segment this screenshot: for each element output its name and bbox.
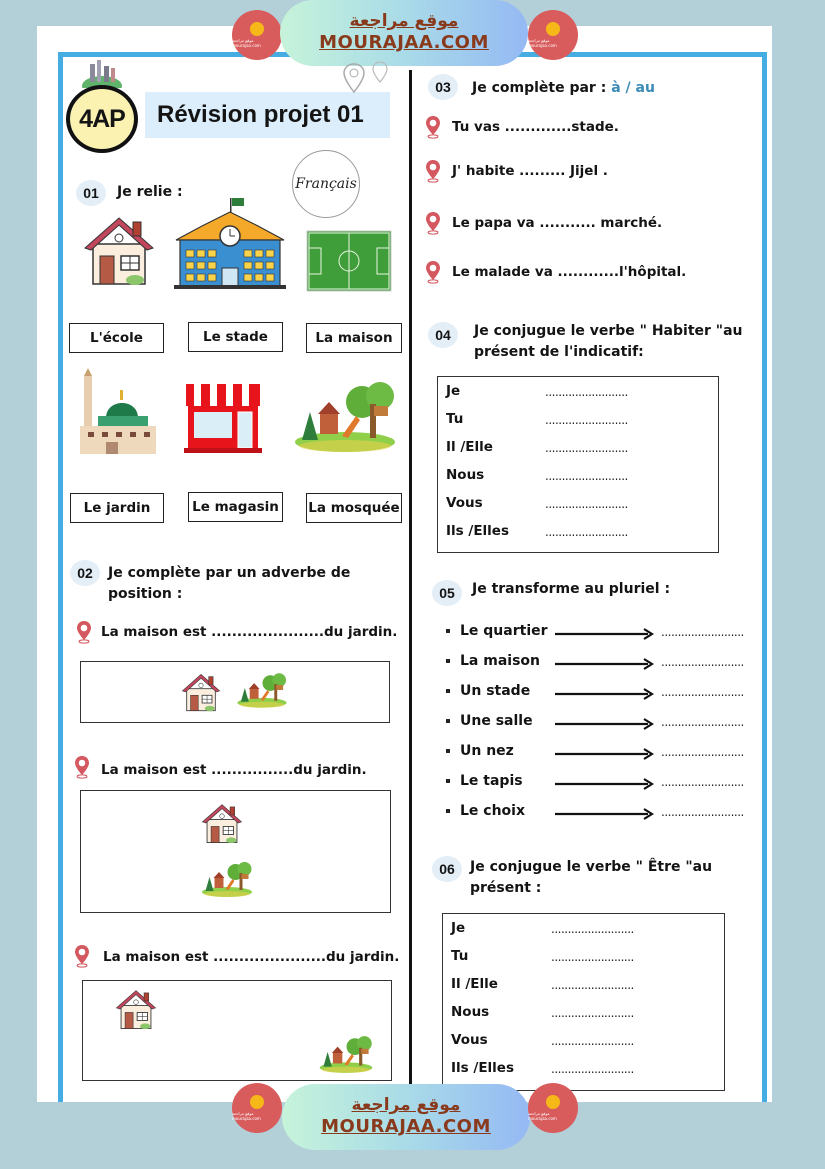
- plural-item: [446, 773, 523, 789]
- pronoun: Ils /Elles: [446, 523, 509, 539]
- ex02-instruction-line2: position :: [108, 586, 183, 602]
- pronoun: Il /Elle: [446, 439, 493, 455]
- francais-stamp: Français: [292, 150, 360, 218]
- page-frame-left: [58, 52, 63, 1102]
- plural-item-singular: La maison: [460, 653, 540, 669]
- pronoun: Vous: [446, 495, 483, 511]
- pronoun: Nous: [446, 467, 485, 483]
- label-ecole[interactable]: L'école: [69, 323, 164, 353]
- bullet-icon: [446, 779, 450, 783]
- garden-icon: [288, 376, 402, 456]
- plural-answer-blank[interactable]: .........................: [661, 715, 744, 729]
- globe-city-icon: [80, 58, 124, 88]
- house-icon: [199, 799, 245, 847]
- exercise-number-03: 03: [428, 74, 458, 100]
- answer-blank[interactable]: .........................: [551, 1062, 634, 1076]
- stadium-icon: [306, 230, 392, 292]
- plural-item-singular: Une salle: [460, 713, 533, 729]
- pronoun: Nous: [451, 1004, 490, 1020]
- watermark-badge-right-bottom: موقع مراجعة mourajaa.com: [528, 1083, 578, 1133]
- arrow-right-icon: [554, 778, 654, 790]
- ex04-instruction-line2: présent de l'indicatif:: [474, 344, 644, 360]
- ex02-instruction-line1: Je complète par un adverbe de: [108, 565, 351, 581]
- exercise-number-04: 04: [428, 322, 458, 348]
- watermark-badge-left-bottom: موقع مراجعة mourajaa.com: [232, 1083, 282, 1133]
- book-logo-icon: [546, 22, 560, 36]
- plural-answer-blank[interactable]: .........................: [661, 745, 744, 759]
- label-mosquee[interactable]: La mosquée: [306, 493, 402, 523]
- ex03-instruction: Je complète par : à / au: [472, 80, 655, 96]
- garden-icon: [235, 670, 289, 710]
- bullet-icon: [446, 629, 450, 633]
- answer-blank[interactable]: .........................: [551, 1034, 634, 1048]
- watermark-site[interactable]: MOURAJAA.COM: [321, 1116, 491, 1137]
- label-maison[interactable]: La maison: [306, 323, 402, 353]
- answer-blank[interactable]: .........................: [545, 385, 628, 399]
- plural-item: [446, 713, 533, 729]
- answer-blank[interactable]: .........................: [551, 1006, 634, 1020]
- watermark-arabic: موقع مراجعة: [351, 1095, 461, 1115]
- page-title: Révision projet 01: [157, 101, 364, 128]
- pronoun: Tu: [446, 411, 464, 427]
- arrow-right-icon: [554, 808, 654, 820]
- watermark-badge-left-top: موقع مراجعة mourajaa.com: [232, 10, 282, 60]
- plural-answer-blank[interactable]: .........................: [661, 655, 744, 669]
- location-pin-icon: [76, 620, 92, 644]
- house-icon: [113, 985, 159, 1033]
- ex06-instruction-line2: présent :: [470, 880, 542, 896]
- ex04-instruction-line1: Je conjugue le verbe " Habiter "au: [474, 323, 743, 339]
- plural-item-singular: Le choix: [460, 803, 526, 819]
- answer-blank[interactable]: .........................: [545, 525, 628, 539]
- watermark-arabic: موقع مراجعة: [349, 11, 459, 31]
- plural-answer-blank[interactable]: .........................: [661, 625, 744, 639]
- ex03-sentence-4[interactable]: Le malade va ............l'hôpital.: [452, 264, 687, 280]
- plural-item-singular: Le quartier: [460, 623, 548, 639]
- ex03-sentence-3[interactable]: Le papa va ........... marché.: [452, 215, 663, 231]
- pronoun: Tu: [451, 948, 469, 964]
- location-pin-icon: [74, 755, 90, 779]
- ex02-sentence-2[interactable]: La maison est ................du jardin.: [101, 762, 367, 778]
- house-icon: [78, 210, 160, 290]
- ex02-scene-3: [82, 980, 392, 1081]
- pronoun: Je: [451, 920, 466, 936]
- ex03-options: à / au: [611, 80, 655, 96]
- pronoun: Je: [446, 383, 461, 399]
- plural-answer-blank[interactable]: .........................: [661, 685, 744, 699]
- answer-blank[interactable]: .........................: [545, 469, 628, 483]
- pronoun: Vous: [451, 1032, 488, 1048]
- arrow-right-icon: [554, 658, 654, 670]
- label-magasin[interactable]: Le magasin: [188, 492, 283, 522]
- plural-item-singular: Un nez: [460, 743, 514, 759]
- arrow-right-icon: [554, 688, 654, 700]
- plural-item-singular: Le tapis: [460, 773, 523, 789]
- exercise-number-06: 06: [432, 856, 462, 882]
- exercise-number-01: 01: [76, 180, 106, 206]
- answer-blank[interactable]: .........................: [551, 922, 634, 936]
- plural-item: [446, 803, 525, 819]
- book-logo-icon: [250, 1095, 264, 1109]
- ex02-scene-2: [80, 790, 391, 913]
- school-icon: [172, 196, 288, 294]
- bullet-icon: [446, 809, 450, 813]
- arrow-right-icon: [554, 718, 654, 730]
- plural-item: [446, 623, 548, 639]
- watermark-banner-bottom[interactable]: [282, 1084, 530, 1150]
- location-pin-icon: [425, 260, 441, 284]
- bullet-icon: [446, 689, 450, 693]
- bullet-icon: [446, 719, 450, 723]
- plural-item: [446, 653, 540, 669]
- shop-icon: [182, 380, 264, 456]
- arrow-right-icon: [554, 628, 654, 640]
- garden-icon: [199, 859, 255, 899]
- page-frame-right: [762, 52, 767, 1102]
- plural-item: [446, 743, 514, 759]
- answer-blank[interactable]: .........................: [545, 413, 628, 427]
- book-logo-icon: [250, 22, 264, 36]
- arrow-right-icon: [554, 748, 654, 760]
- location-pins-decoration-icon: [340, 60, 400, 100]
- ex03-sentence-1[interactable]: Tu vas .............stade.: [452, 119, 619, 135]
- mosque-icon: [76, 368, 158, 456]
- answer-blank[interactable]: .........................: [545, 441, 628, 455]
- plural-item: [446, 683, 530, 699]
- house-icon: [179, 668, 223, 716]
- ex06-conjugation-table: [442, 913, 725, 1091]
- exercise-number-05: 05: [432, 580, 462, 606]
- location-pin-icon: [74, 944, 90, 968]
- pronoun: Ils /Elles: [451, 1060, 514, 1076]
- ex05-instruction: Je transforme au pluriel :: [472, 581, 671, 597]
- plural-answer-blank[interactable]: .........................: [661, 805, 744, 819]
- answer-blank[interactable]: .........................: [545, 497, 628, 511]
- ex04-conjugation-table: [437, 376, 719, 553]
- ex02-scene-1: [80, 661, 390, 723]
- ex01-instruction: Je relie :: [117, 184, 183, 200]
- ex02-sentence-3[interactable]: La maison est ......................du jardin.: [103, 949, 400, 965]
- bullet-icon: [446, 749, 450, 753]
- garden-icon: [317, 1033, 375, 1075]
- watermark-banner-top[interactable]: [280, 0, 528, 66]
- bullet-icon: [446, 659, 450, 663]
- label-jardin[interactable]: Le jardin: [70, 493, 164, 523]
- location-pin-icon: [425, 159, 441, 183]
- watermark-badge-right-top: موقع مراجعة mourajaa.com: [528, 10, 578, 60]
- label-stade[interactable]: Le stade: [188, 322, 283, 352]
- plural-answer-blank[interactable]: .........................: [661, 775, 744, 789]
- ex06-instruction-line1: Je conjugue le verbe " Être "au: [470, 859, 713, 875]
- book-logo-icon: [546, 1095, 560, 1109]
- ex03-sentence-2[interactable]: J' habite ......... Jijel .: [452, 163, 608, 179]
- location-pin-icon: [425, 115, 441, 139]
- pronoun: Il /Elle: [451, 976, 498, 992]
- plural-item-singular: Un stade: [460, 683, 531, 699]
- ex02-sentence-1[interactable]: La maison est ......................du jardin.: [101, 624, 398, 640]
- exercise-number-02: 02: [70, 560, 100, 586]
- level-logo: 4AP: [66, 85, 138, 153]
- column-divider: [409, 70, 412, 1085]
- answer-blank[interactable]: .........................: [551, 978, 634, 992]
- watermark-site[interactable]: MOURAJAA.COM: [319, 32, 489, 53]
- location-pin-icon: [425, 211, 441, 235]
- answer-blank[interactable]: .........................: [551, 950, 634, 964]
